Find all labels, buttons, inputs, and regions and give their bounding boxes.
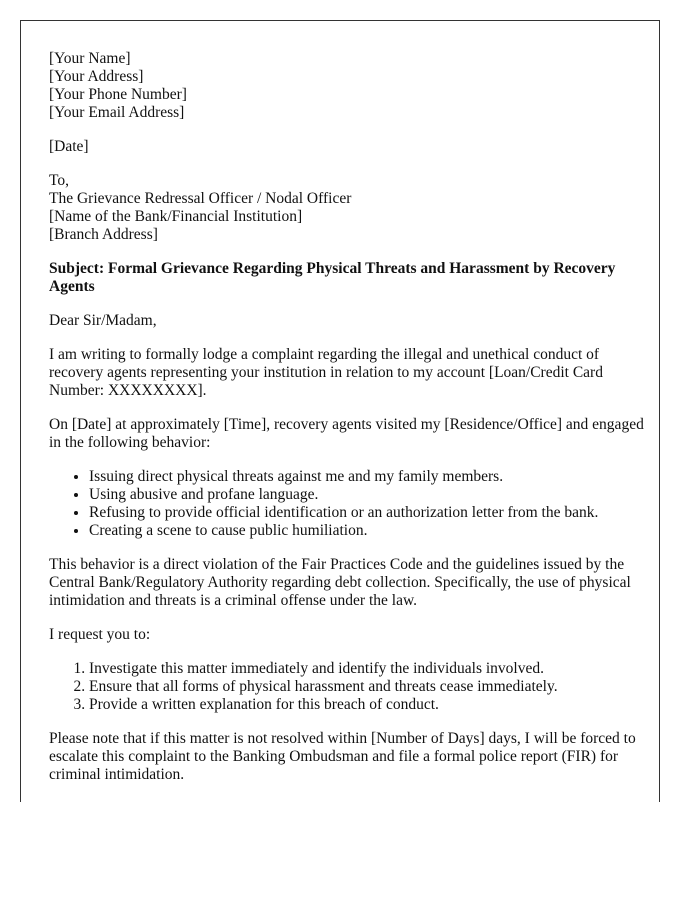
behavior-item: • Creating a scene to cause public humiliation. <box>89 522 649 540</box>
behavior-item: • Using abusive and profane language. <box>89 486 649 504</box>
request-item: 1. Investigate this matter immediately and identify the individuals involved. <box>89 660 649 678</box>
recipient-branch-address: [Branch Address] <box>49 226 158 243</box>
behavior-item: • Refusing to provide official identification or an authorization letter from the bank. <box>89 504 649 522</box>
date-block <box>49 138 649 156</box>
greeting: Dear Sir/Madam, <box>49 312 157 329</box>
request-item: 3. Provide a written explanation for this breach of conduct. <box>89 696 649 714</box>
sender-address: [Your Address] <box>49 68 144 85</box>
recipient-to: To, <box>49 172 70 189</box>
letter-subject: Subject: Formal Grievance Regarding Physical Threats and Harassment by Recovery Agents <box>49 260 616 295</box>
escalation-paragraph: Please note that if this matter is not resolved within [Number of Days] days, I will be forced to escalate this complaint to the Banking Ombudsman and file a formal police report (FIR) for criminal intimidation. <box>49 730 636 783</box>
sender-name: [Your Name] <box>49 50 131 67</box>
request-intro: I request you to: <box>49 626 151 643</box>
letter-content <box>49 50 649 800</box>
letter-page <box>20 20 660 802</box>
letter-date: [Date] <box>49 138 89 155</box>
request-item: 2. Ensure that all forms of physical harassment and threats cease immediately. <box>89 678 649 696</box>
sender-block <box>49 50 649 122</box>
recipient-title: The Grievance Redressal Officer / Nodal Officer <box>49 190 352 207</box>
behavior-item: • Issuing direct physical threats against me and my family members. <box>89 468 649 486</box>
request-list <box>49 660 649 714</box>
recipient-institution: [Name of the Bank/Financial Institution] <box>49 208 303 225</box>
sender-email: [Your Email Address] <box>49 104 185 121</box>
sender-phone: [Your Phone Number] <box>49 86 187 103</box>
recipient-block <box>49 172 649 244</box>
violation-paragraph: This behavior is a direct violation of the Fair Practices Code and the guidelines issued by the Central Bank/Regulatory Authority regarding debt collection. Specifically, the use of physical intimidation and threats is a criminal offense under the law. <box>49 556 631 609</box>
intro-paragraph: I am writing to formally lodge a complaint regarding the illegal and unethical conduct of recovery agents representing your institution in relation to my account [Loan/Credit Card Number: XXXXXXXX]. <box>49 346 603 399</box>
incident-paragraph: On [Date] at approximately [Time], recovery agents visited my [Residence/Office] and engaged in the following behavior: <box>49 416 644 451</box>
behavior-list <box>49 468 649 540</box>
